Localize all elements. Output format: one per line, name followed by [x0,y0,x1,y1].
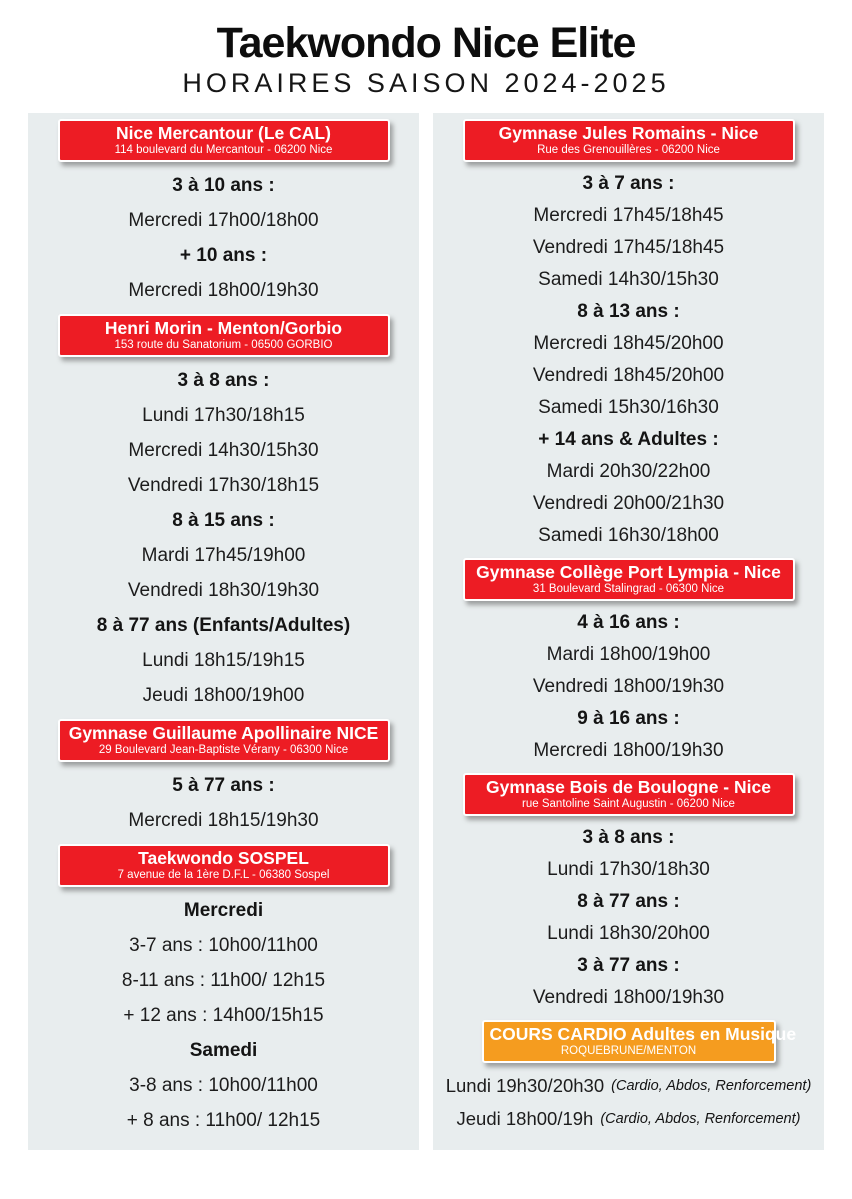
schedule-line: Lundi 17h30/18h30 [547,859,710,880]
schedule-line: Vendredi 18h00/19h30 [532,676,725,697]
schedule-line: Mercredi 14h30/15h30 [128,439,319,461]
banner-address: 153 route du Sanatorium - 06500 GORBIO [114,339,333,351]
page-subtitle: HORAIRES SAISON 2024-2025 [182,68,670,98]
schedule-line: 8 à 77 ans (Enfants/Adultes) [96,614,351,636]
schedule-line: Vendredi 20h00/21h30 [532,493,725,514]
banner-address: 31 Boulevard Stalingrad - 06300 Nice [532,583,725,595]
schedule-line: 5 à 77 ans : [172,774,275,796]
banner-henri-morin [58,314,390,357]
banner-address: Rue des Grenouillères - 06200 Nice [537,144,720,156]
schedule-line: Samedi 14h30/15h30 [538,269,719,290]
banner-title: Gymnase Jules Romains - Nice [498,123,759,143]
banner-title: Henri Morin - Menton/Gorbio [104,318,343,338]
schedule-line: Mercredi 18h45/20h00 [533,333,724,354]
schedule-line: Mercredi 18h15/19h30 [128,809,319,831]
banner-address: 7 avenue de la 1ère D.F.L - 06380 Sospel [117,869,330,881]
schedule-line: 3 à 77 ans : [577,955,680,976]
schedule-line: Jeudi 18h00/19h00 [142,684,305,706]
cardio-note: (Cardio, Abdos, Renforcement) [611,1077,812,1094]
schedule-line: + 14 ans & Adultes : [538,429,719,450]
schedule-line [433,1069,824,1102]
banner-title: Gymnase Guillaume Apollinaire NICE [68,723,379,743]
schedule-line: Lundi 17h30/18h15 [142,404,305,426]
schedule-line: Samedi [189,1039,258,1061]
schedule-line: + 10 ans : [179,244,268,266]
banner-address: 114 boulevard du Mercantour - 06200 Nice [114,144,333,156]
schedule-columns [28,113,824,1150]
banner-title: Gymnase Collège Port Lympia - Nice [476,562,781,582]
column-left [28,113,419,1150]
schedule-line: 8-11 ans : 11h00/ 12h15 [121,969,326,991]
banner-address: rue Santoline Saint Augustin - 06200 Nice [522,798,735,810]
schedule-line: Mardi 18h00/19h00 [546,644,711,665]
schedule-line: 8 à 77 ans : [577,891,680,912]
schedule-line: Vendredi 18h30/19h30 [127,579,320,601]
schedule-line: 9 à 16 ans : [577,708,680,729]
banner-title: Taekwondo SOSPEL [138,848,309,868]
column-right [433,113,824,1150]
schedule-line: Mercredi 17h45/18h45 [533,205,724,226]
schedule-line: Mercredi 17h00/18h00 [128,209,319,231]
schedule-line: 3-7 ans : 10h00/11h00 [129,934,318,956]
banner-nice-mercantour [58,119,390,162]
schedule-line: Vendredi 18h00/19h30 [532,987,725,1008]
banner-bois-de-boulogne [463,773,795,816]
schedule-line: Mardi 17h45/19h00 [141,544,306,566]
cardio-time: Lundi 19h30/20h30 [445,1074,605,1096]
banner-address: 29 Boulevard Jean-Baptiste Vérany - 06300 Nice [98,744,349,756]
banner-cours-cardio [482,1020,797,1063]
schedule-line: Vendredi 17h30/18h15 [127,474,320,496]
schedule-line: + 12 ans : 14h00/15h15 [123,1004,324,1026]
cardio-time: Jeudi 18h00/19h [456,1107,594,1129]
schedule-line: + 8 ans : 11h00/ 12h15 [126,1109,321,1131]
schedule-line: 4 à 16 ans : [577,612,680,633]
schedule-line: 3 à 10 ans : [172,174,275,196]
schedule-line: Mercredi [183,899,264,921]
schedule-line: Mercredi 18h00/19h30 [128,279,319,301]
banner-title: Gymnase Bois de Boulogne - Nice [486,777,771,797]
schedule-line: 8 à 15 ans : [172,509,275,531]
schedule-line [433,1102,824,1135]
schedule-line: Lundi 18h15/19h15 [142,649,305,671]
banner-title: COURS CARDIO Adultes en Musique [489,1024,797,1044]
schedule-line: 3-8 ans : 10h00/11h00 [129,1074,318,1096]
schedule-line: Vendredi 17h45/18h45 [532,237,725,258]
poster-header [0,20,852,99]
banner-title: Nice Mercantour (Le CAL) [116,123,331,143]
page-title: Taekwondo Nice Elite [216,19,636,67]
banner-address: ROQUEBRUNE/MENTON [560,1045,697,1057]
banner-port-lympia [463,558,795,601]
cardio-note: (Cardio, Abdos, Renforcement) [600,1110,801,1127]
schedule-line: Mercredi 18h00/19h30 [533,740,724,761]
schedule-line: Lundi 18h30/20h00 [547,923,710,944]
schedule-line: 3 à 8 ans : [582,827,675,848]
banner-taekwondo-sospel [58,844,390,887]
schedule-line: Samedi 16h30/18h00 [538,525,719,546]
banner-guillaume-apollinaire [58,719,390,762]
schedule-line: Vendredi 18h45/20h00 [532,365,725,386]
schedule-line: Mardi 20h30/22h00 [546,461,711,482]
banner-jules-romains [463,119,795,162]
schedule-line: 3 à 7 ans : [582,173,675,194]
schedule-line: 8 à 13 ans : [577,301,680,322]
schedule-line: 3 à 8 ans : [177,369,270,391]
schedule-line: Samedi 15h30/16h30 [538,397,719,418]
